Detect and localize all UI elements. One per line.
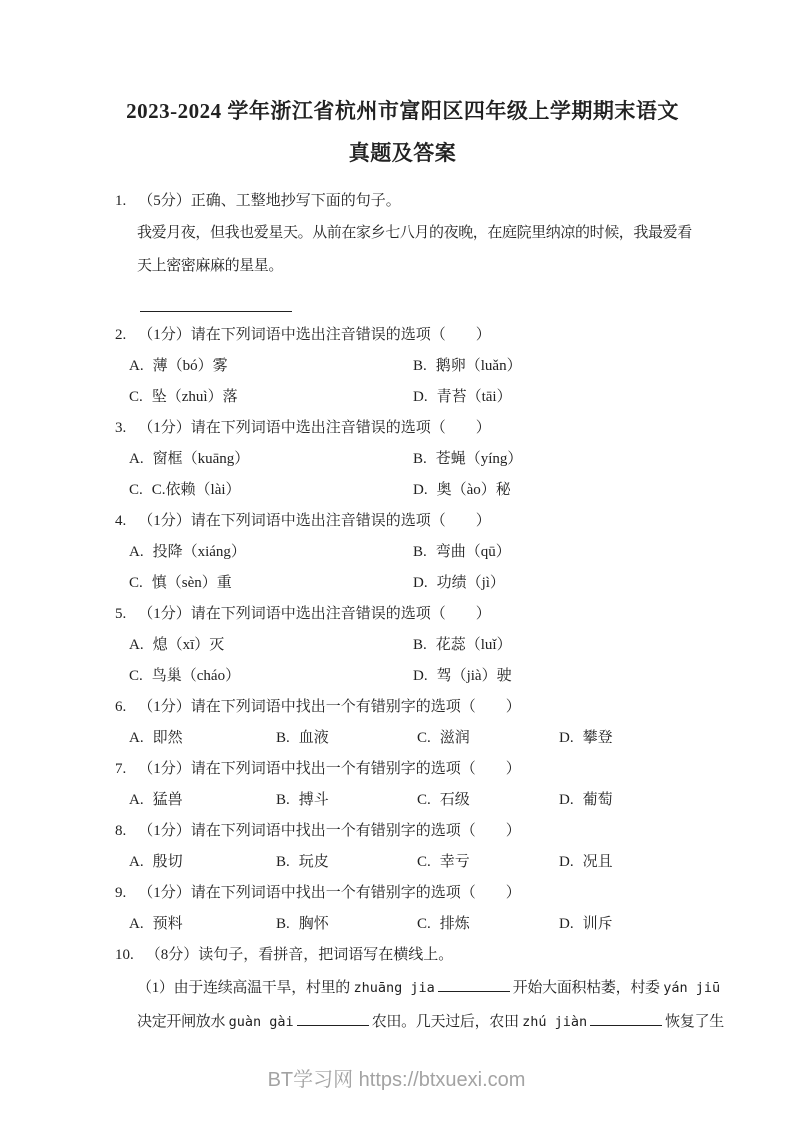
question-1-answer-row — [115, 290, 690, 320]
option-label: B. — [276, 916, 290, 932]
question-6-option-d — [559, 723, 690, 754]
option-label: C. — [129, 389, 143, 405]
question-6-options — [115, 723, 690, 754]
question-3-option-b — [413, 444, 690, 475]
question-5-option-a — [129, 630, 413, 661]
pinyin-zhuang-jia: zhuāng jia — [353, 980, 435, 996]
question-10-fill-line1 — [115, 971, 721, 1005]
option-label: A. — [129, 451, 144, 467]
question-7-option-d — [559, 785, 690, 816]
option-text: 玩皮 — [298, 854, 329, 870]
question-4-option-b — [413, 537, 690, 568]
option-label: D. — [413, 575, 428, 591]
question-9-option-a — [129, 909, 276, 940]
question-7-number: 7. — [115, 761, 127, 777]
option-text: 预料 — [152, 916, 183, 932]
question-4-option-c — [129, 568, 413, 599]
option-label: B. — [276, 854, 290, 870]
question-2-option-b — [413, 351, 690, 382]
document-title-line2: 真题及答案 — [348, 141, 457, 165]
question-7-header — [115, 754, 690, 785]
question-1-number: 1. — [115, 193, 127, 209]
question-8-options — [115, 847, 690, 878]
fill-text: （1）由于连续高温干旱，村里的 — [137, 980, 354, 996]
question-6-option-a — [129, 723, 276, 754]
fill-text: 农田。几天过后，农田 — [371, 1014, 523, 1030]
question-6 — [115, 692, 690, 754]
question-1-sentence-line1: 我爱月夜，但我也爱星天。从前在家乡七八月的夜晚，在庭院里纳凉的时候，我最爱看 — [137, 225, 692, 241]
option-label: B. — [413, 451, 427, 467]
option-label: B. — [413, 358, 427, 374]
option-text: 血液 — [298, 730, 329, 746]
option-label: B. — [276, 730, 290, 746]
question-2-text: （1分）请在下列词语中选出注音错误的选项（ ） — [138, 327, 491, 343]
question-5-option-d — [413, 661, 690, 692]
question-1-text: （5分）正确、工整地抄写下面的句子。 — [138, 193, 401, 209]
question-7-option-b — [276, 785, 417, 816]
option-text: 即然 — [152, 730, 183, 746]
question-6-text: （1分）请在下列词语中找出一个有错别字的选项（ ） — [138, 699, 521, 715]
question-10-header — [115, 940, 690, 971]
question-6-option-b — [276, 723, 417, 754]
question-8-text: （1分）请在下列词语中找出一个有错别字的选项（ ） — [138, 823, 521, 839]
option-text: 殷切 — [152, 854, 183, 870]
question-5-option-b — [413, 630, 690, 661]
question-2 — [115, 320, 690, 413]
question-10 — [115, 940, 724, 1039]
question-4-option-d — [413, 568, 690, 599]
option-text: 猛兽 — [152, 792, 183, 808]
question-10-text: （8分）读句子，看拼音，把词语写在横线上。 — [145, 947, 454, 963]
question-9-text: （1分）请在下列词语中找出一个有错别字的选项（ ） — [138, 885, 521, 901]
question-7-options — [115, 785, 690, 816]
option-text: 弯曲（qū） — [435, 544, 511, 560]
document-title-line1: 2023-2024 学年浙江省杭州市富阳区四年级上学期期末语文 — [126, 99, 679, 123]
option-label: D. — [413, 389, 428, 405]
question-2-header — [115, 320, 690, 351]
question-4-number: 4. — [115, 513, 127, 529]
option-text: 坠（zhuì）落 — [151, 389, 238, 405]
option-label: D. — [559, 854, 574, 870]
question-7 — [115, 754, 690, 816]
option-text: 石级 — [439, 792, 470, 808]
option-label: C. — [417, 854, 431, 870]
option-text: 薄（bó）雾 — [152, 358, 228, 374]
option-label: B. — [413, 544, 427, 560]
option-label: C. — [129, 668, 143, 684]
question-3-option-a — [129, 444, 413, 475]
fill-text: 恢复了生 — [665, 1014, 724, 1030]
option-text: 驾（jià）驶 — [436, 668, 512, 684]
question-8-option-d — [559, 847, 690, 878]
option-text: 青苔（tāi） — [436, 389, 512, 405]
option-text: 功绩（jì） — [436, 575, 505, 591]
question-4 — [115, 506, 690, 599]
question-1-header — [115, 186, 690, 217]
question-9-options — [115, 909, 690, 940]
question-3-option-c — [129, 475, 413, 506]
option-text: 况且 — [582, 854, 613, 870]
option-label: C. — [417, 792, 431, 808]
option-text: 搏斗 — [298, 792, 329, 808]
question-9-number: 9. — [115, 885, 127, 901]
question-9-option-c — [417, 909, 559, 940]
question-8-option-b — [276, 847, 417, 878]
question-5-text: （1分）请在下列词语中选出注音错误的选项（ ） — [138, 606, 491, 622]
option-label: C. — [129, 575, 143, 591]
option-text: C.依赖（lài） — [151, 482, 241, 498]
question-6-header — [115, 692, 690, 723]
option-text: 训斥 — [582, 916, 613, 932]
question-9-option-b — [276, 909, 417, 940]
question-8 — [115, 816, 690, 878]
question-5-option-c — [129, 661, 413, 692]
option-text: 窗框（kuāng） — [152, 451, 250, 467]
option-label: A. — [129, 637, 144, 653]
question-4-text: （1分）请在下列词语中选出注音错误的选项（ ） — [138, 513, 491, 529]
option-label: D. — [413, 668, 428, 684]
option-label: A. — [129, 358, 144, 374]
question-9-header — [115, 878, 690, 909]
question-5-header — [115, 599, 690, 630]
answer-blank-line — [140, 290, 292, 312]
option-text: 奥（ào）秘 — [436, 482, 511, 498]
site-footer-link[interactable]: BT学习网 https://btxuexi.com — [267, 1069, 526, 1091]
question-3-header — [115, 413, 690, 444]
question-5-number: 5. — [115, 606, 127, 622]
question-2-option-a — [129, 351, 413, 382]
option-text: 葡萄 — [582, 792, 613, 808]
answer-blank — [297, 1011, 369, 1026]
pinyin-zhu-jian: zhú jiàn — [522, 1014, 588, 1030]
question-3-options — [115, 444, 690, 506]
option-text: 鹅卵（luǎn） — [435, 358, 522, 374]
question-3-option-d — [413, 475, 690, 506]
question-2-option-d — [413, 382, 690, 413]
document-title — [115, 90, 690, 174]
question-3 — [115, 413, 690, 506]
fill-text: 开始大面积枯萎，村委 — [512, 980, 664, 996]
option-label: D. — [413, 482, 428, 498]
option-label: A. — [129, 544, 144, 560]
answer-blank — [590, 1011, 662, 1026]
question-4-option-a — [129, 537, 413, 568]
question-6-option-c — [417, 723, 559, 754]
question-9 — [115, 878, 690, 940]
question-1-sentence-line2: 天上密密麻麻的星星。 — [137, 257, 284, 274]
option-text: 投降（xiáng） — [152, 544, 246, 560]
option-text: 熄（xī）灭 — [152, 637, 225, 653]
option-text: 攀登 — [582, 730, 613, 746]
option-label: A. — [129, 854, 144, 870]
option-text: 幸亏 — [439, 854, 470, 870]
option-label: D. — [559, 792, 574, 808]
question-6-number: 6. — [115, 699, 127, 715]
option-text: 排炼 — [439, 916, 470, 932]
option-label: C. — [129, 482, 143, 498]
question-10-number: 10. — [115, 947, 134, 963]
question-2-options — [115, 351, 690, 413]
option-label: A. — [129, 730, 144, 746]
option-text: 苍蝇（yíng） — [435, 451, 523, 467]
fill-text: 决定开闸放水 — [137, 1014, 229, 1030]
option-label: B. — [276, 792, 290, 808]
question-8-option-a — [129, 847, 276, 878]
option-text: 慎（sèn）重 — [151, 575, 232, 591]
option-text: 滋润 — [439, 730, 470, 746]
question-2-option-c — [129, 382, 413, 413]
pinyin-guan-gai: guàn gài — [228, 1014, 294, 1030]
question-1 — [115, 186, 690, 320]
answer-blank — [438, 977, 510, 992]
question-4-header — [115, 506, 690, 537]
option-label: D. — [559, 916, 574, 932]
pinyin-yan-jiu: yán jiū — [663, 980, 721, 996]
question-7-text: （1分）请在下列词语中找出一个有错别字的选项（ ） — [138, 761, 521, 777]
question-2-number: 2. — [115, 327, 127, 343]
question-4-options — [115, 537, 690, 599]
question-8-header — [115, 816, 690, 847]
option-label: A. — [129, 792, 144, 808]
option-label: A. — [129, 916, 144, 932]
question-3-text: （1分）请在下列词语中选出注音错误的选项（ ） — [138, 420, 491, 436]
question-8-number: 8. — [115, 823, 127, 839]
question-7-option-c — [417, 785, 559, 816]
option-text: 胸怀 — [298, 916, 329, 932]
question-5 — [115, 599, 690, 692]
option-text: 鸟巢（cháo） — [151, 668, 241, 684]
option-label: B. — [413, 637, 427, 653]
option-text: 花蕊（luǐ） — [435, 637, 512, 653]
question-3-number: 3. — [115, 420, 127, 436]
question-10-fill-line2 — [115, 1005, 724, 1039]
document-content — [115, 90, 724, 1039]
question-5-options — [115, 630, 690, 692]
option-label: C. — [417, 730, 431, 746]
question-9-option-d — [559, 909, 690, 940]
option-label: C. — [417, 916, 431, 932]
question-7-option-a — [129, 785, 276, 816]
question-8-option-c — [417, 847, 559, 878]
option-label: D. — [559, 730, 574, 746]
